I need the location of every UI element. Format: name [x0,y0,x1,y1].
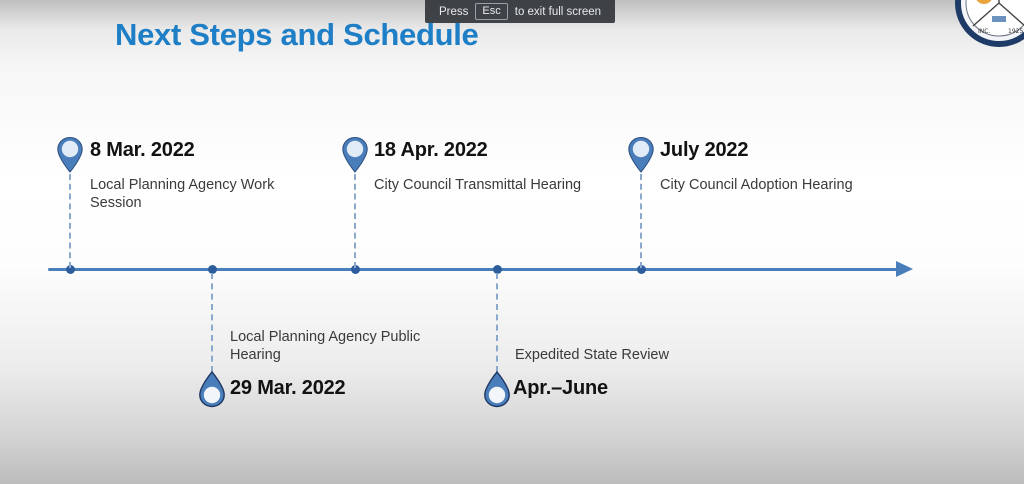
event-date: Apr.–June [513,377,608,399]
event-description: City Council Adoption Hearing [660,177,853,193]
connector-line [69,174,71,268]
city-seal-logo [954,0,1024,48]
svg-text:1925: 1925 [1008,28,1024,35]
event-description: Local Planning Agency Public Hearing [230,329,421,364]
event-description: Local Planning Agency Work Session [90,177,275,212]
map-pin-icon [198,370,226,408]
page-title: Next Steps and Schedule [115,17,479,52]
timeline-arrowhead-icon [896,261,913,277]
esc-keycap: Esc [475,3,507,20]
event-date: 18 Apr. 2022 [374,139,488,161]
connector-line [496,273,498,372]
timeline-axis [48,268,898,271]
map-pin-icon [627,136,655,174]
connector-line [354,174,356,268]
event-date: 8 Mar. 2022 [90,139,195,161]
connector-line [211,273,213,372]
connector-line [640,174,642,268]
toast-suffix-text: to exit full screen [514,5,602,18]
event-date: July 2022 [660,139,749,161]
event-description: City Council Transmittal Hearing [374,177,582,193]
svg-text:INC.: INC. [978,28,991,35]
map-pin-icon [483,370,511,408]
event-description: Expedited State Review [515,347,669,363]
toast-press-text: Press [439,5,469,18]
event-date: 29 Mar. 2022 [230,377,346,399]
map-pin-icon [56,136,84,174]
map-pin-icon [341,136,369,174]
